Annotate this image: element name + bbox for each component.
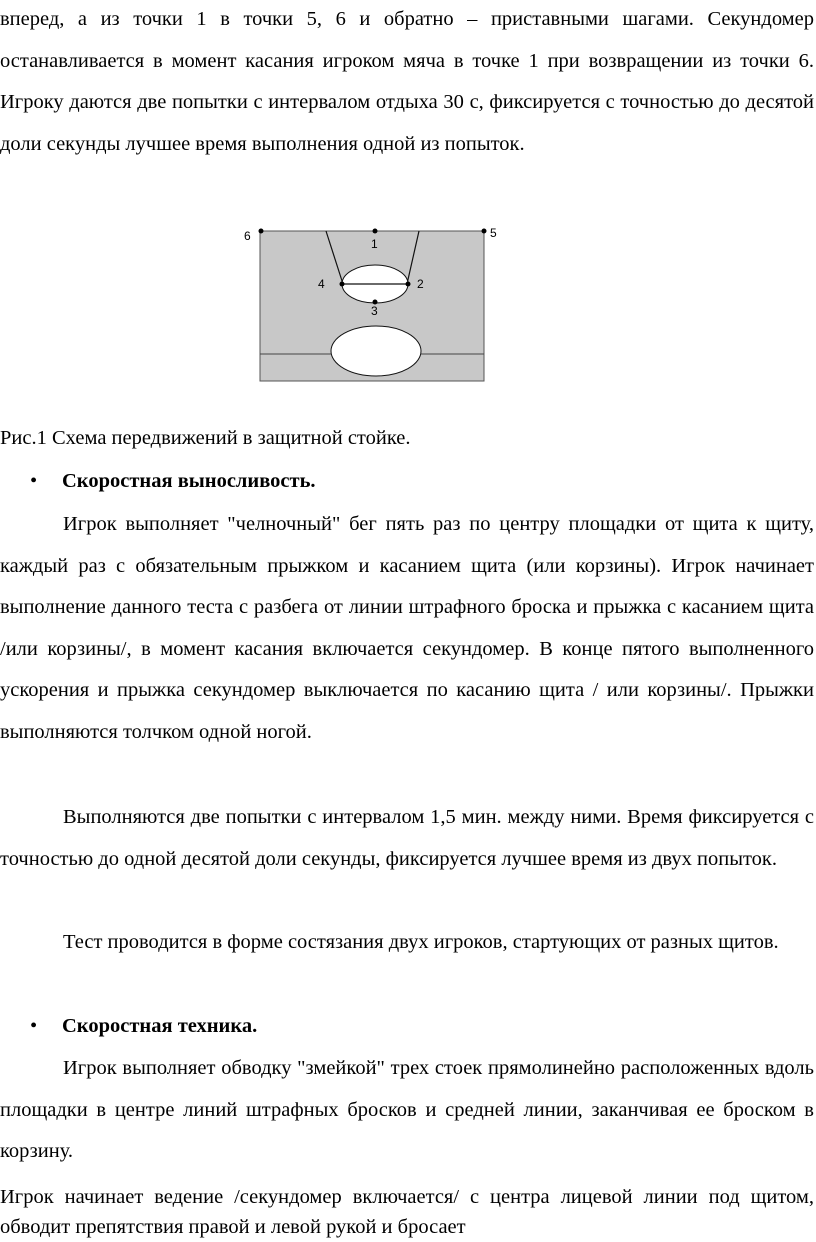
paragraph-speed-technique-2: Игрок начинает ведение /секундомер включается/ с центра лицевой линии под щитом, обводит препятствия правой и левой рукой и бросает — [0, 1186, 814, 1238]
point-label-5: 5 — [490, 226, 497, 240]
paragraph-speed-endurance-2: Выполняются две попытки с интервалом 1,5 мин. между ними. Время фиксируется с точностью до одной десятой доли секунды, фиксируется лучшее время из двух попыток. — [0, 806, 814, 870]
figure-caption: Рис.1 Схема передвижений в защитной стойке. — [0, 427, 411, 449]
point-1-marker — [373, 229, 378, 234]
point-5-marker — [482, 229, 487, 234]
bullet-symbol: • — [30, 470, 38, 492]
bullet-speed-endurance — [0, 461, 814, 501]
paragraph-speed-endurance-3: Тест проводится в форме состязания двух игроков, стартующих от разных щитов. — [63, 931, 779, 953]
point-label-4: 4 — [318, 277, 325, 291]
point-label-1: 1 — [371, 237, 378, 251]
point-2-marker — [406, 282, 411, 287]
point-6-marker — [259, 229, 264, 234]
bullet-speed-technique — [0, 1006, 814, 1046]
bullet-symbol: • — [30, 1015, 38, 1037]
center-circle — [331, 326, 421, 376]
paragraph-speed-technique-1: Игрок выполняет обводку "змейкой" трех стоек прямолинейно расположенных вдоль площадки в центре линий штрафных бросков и средней линии, заканчивая ее броском в корзину. — [0, 1057, 814, 1162]
heading-speed-technique: Скоростная техника. — [62, 1015, 258, 1037]
point-label-6: 6 — [244, 229, 251, 243]
heading-speed-endurance: Скоростная выносливость. — [62, 470, 316, 492]
paragraph-intro: вперед, а из точки 1 в точки 5, 6 и обратно – приставными шагами. Секундомер останавливается в момент касания игроком мяча в точке 1 при возвращении из точки 6. Игроку даются две попытки с интервалом отдыха 30 с, фиксируется с точностью до десятой доли секунды лучшее время выполнения одной из попыток. — [0, 8, 814, 155]
point-label-3: 3 — [371, 304, 378, 318]
paragraph-speed-endurance-1: Игрок выполняет "челночный" бег пять раз по центру площадки от щита к щиту, каждый раз с обязательным прыжком и касанием щита (или корзины). Игрок начинает выполнение данного теста с разбега от линии штрафного броска и прыжка с касанием щита /или корзины/, в момент касания включается секундомер. В конце пятого выполненного ускорения и прыжка секундомер выключается по касанию щита / или корзины/. Прыжки выполняются толчком одной ногой. — [0, 513, 814, 743]
point-4-marker — [340, 282, 345, 287]
point-label-2: 2 — [417, 277, 424, 291]
court-diagram — [240, 220, 510, 390]
